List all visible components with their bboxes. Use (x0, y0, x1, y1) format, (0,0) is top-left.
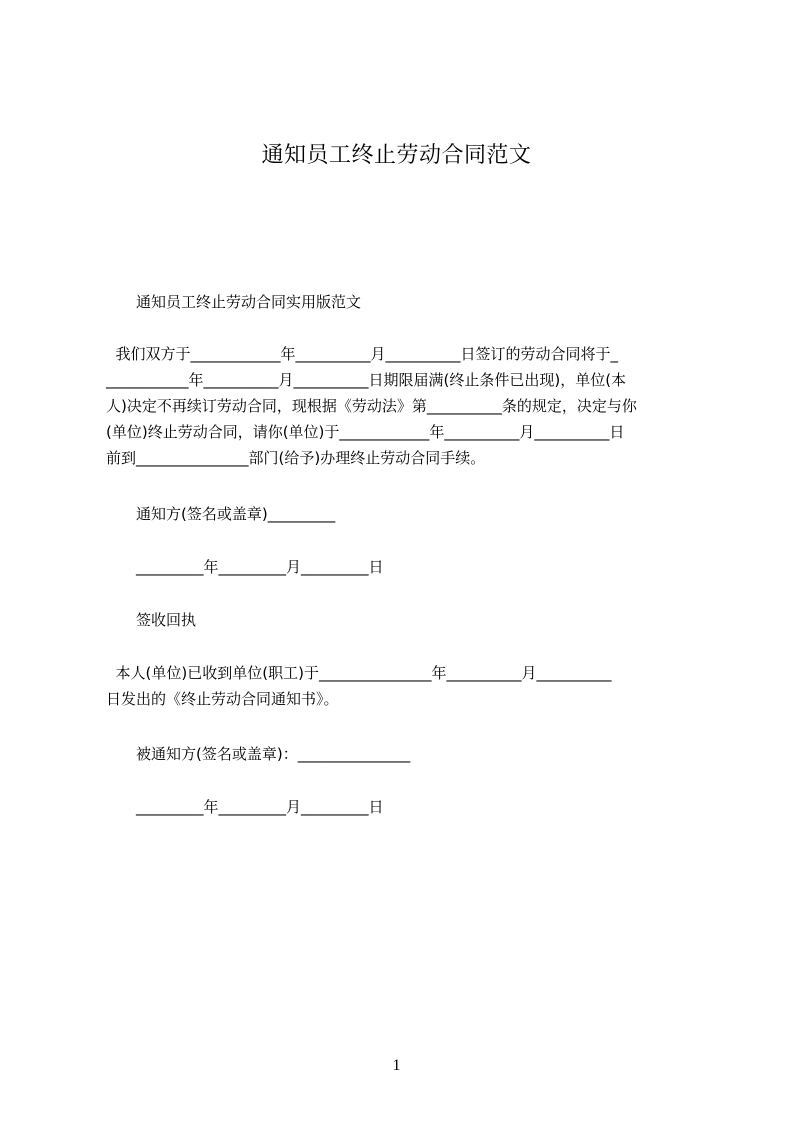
receipt-paragraph (106, 660, 706, 712)
notice-line-5: 前到_______________部门(给予)办理终止劳动合同手续。 (106, 449, 486, 467)
notice-line-3: 人)决定不再续订劳动合同，现根据《劳动法》第__________条的规定，决定与你 (106, 397, 637, 415)
receipt-line-1: 本人(单位)已收到单位(职工)于_______________年__________月__________ (106, 664, 612, 682)
receipt-line-2: 日发出的《终止劳动合同通知书》。 (106, 690, 339, 708)
notified-signature-line: 被通知方(签名或盖章)：_______________ (136, 745, 411, 763)
notifier-signature-line: 通知方(签名或盖章)_________ (136, 505, 336, 523)
notifier-date-line: _________年_________月_________日 (136, 558, 384, 576)
receipt-heading: 签收回执 (136, 611, 197, 629)
notified-date-line: _________年_________月_________日 (136, 798, 384, 816)
notice-line-4: (单位)终止劳动合同，请你(单位)于____________年__________月__________日 (106, 423, 625, 441)
document-subtitle: 通知员工终止劳动合同实用版范文 (136, 293, 362, 311)
notice-paragraph (106, 341, 706, 471)
notice-line-2: ___________年__________月__________日期限届满(终止条件已出现)，单位(本 (106, 371, 627, 389)
page-number: 1 (392, 1057, 401, 1074)
notice-line-1: 我们双方于____________年__________月__________日签订的劳动合同将于_ (106, 345, 619, 363)
document-title: 通知员工终止劳动合同范文 (261, 143, 532, 168)
